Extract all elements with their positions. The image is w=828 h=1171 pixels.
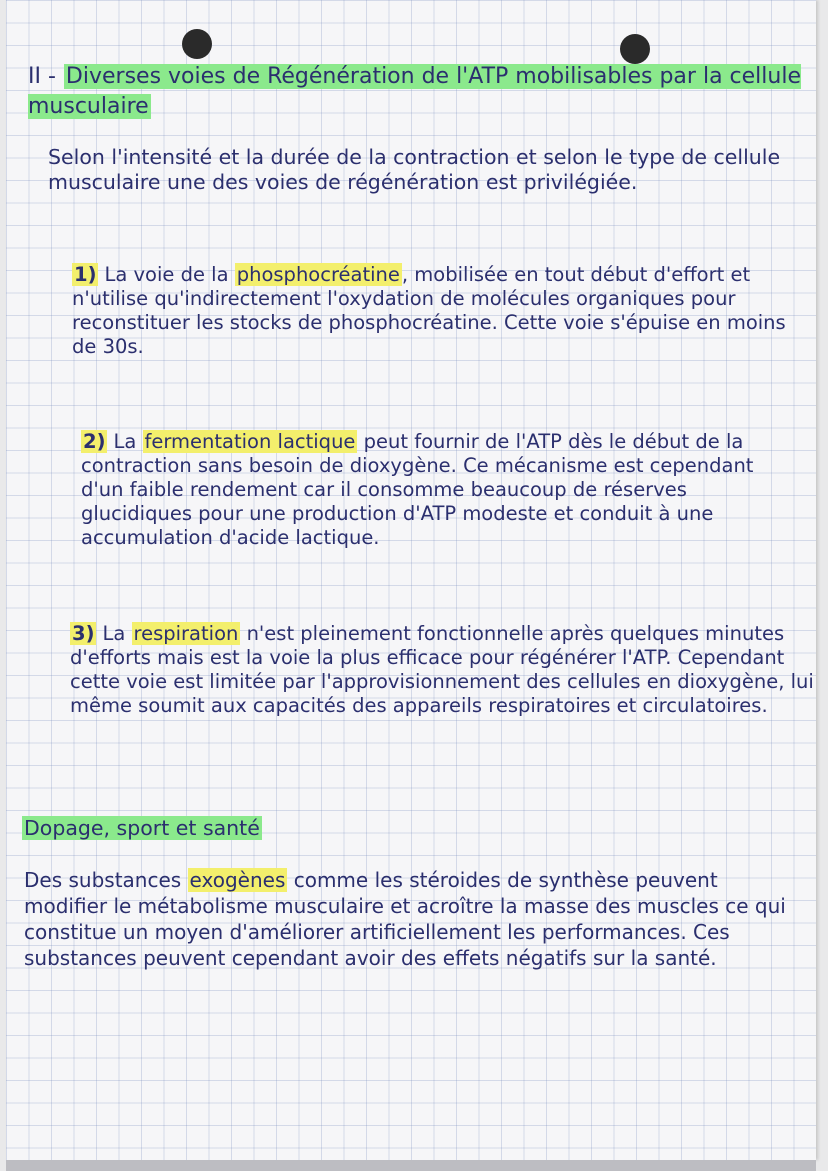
para-highlight: exogènes <box>189 868 286 892</box>
item-highlight: phosphocréatine <box>236 263 400 286</box>
section-heading <box>28 62 808 122</box>
intro-paragraph: Selon l'intensité et la durée de la contraction et selon le type de cellule musculaire une des voies de régénération est privilégiée. <box>48 145 781 194</box>
item-number: 3) <box>72 622 95 645</box>
page-bottom-edge <box>6 1160 816 1171</box>
para-text-before: Des substances <box>24 868 188 892</box>
item-highlight: respiration <box>133 622 239 645</box>
section-title-text: Dopage, sport et santé <box>24 816 260 840</box>
item-text-after: n'est pleinement fonctionnelle après quelques minutes d'efforts mais est la voie la plus efficace pour régénérer l'ATP. Cependant cette voie est limitée par l'approvisionnement des cellules en dioxygène, lui même soumit aux capacités des appareils respiratoires et circulatoires. <box>70 622 814 717</box>
item-text-before: La <box>102 622 132 645</box>
item-text-before: La voie de la <box>104 263 235 286</box>
item-text-after: peut fournir de l'ATP dès le début de la contraction sans besoin de dioxygène. Ce mécanisme est cependant d'un faible rendement car il consomme beaucoup de réserves glucidiques pour une production d'ATP modeste et conduit à une accumulation d'acide lactique. <box>81 430 754 549</box>
list-item-phosphocreatine <box>72 263 792 359</box>
para-text-after: comme les stéroides de synthèse peuvent modifier le métabolisme musculaire et acroître la masse des muscles ce qui constitue un moyen d'améliorer artificiellement les performances. Ces substances peuvent cependant avoir des effets négatifs sur la santé. <box>24 868 786 970</box>
item-number: 2) <box>83 430 106 453</box>
heading-number: II - <box>28 64 56 89</box>
dopage-paragraph <box>24 867 804 971</box>
binder-hole-left <box>182 29 212 59</box>
heading-text: Diverses voies de Régénération de l'ATP mobilisables par la cellule musculaire <box>28 64 801 119</box>
section-title-dopage <box>22 814 262 842</box>
item-text-after: , mobilisée en tout début d'effort et n'utilise qu'indirectement l'oxydation de molécules organiques pour reconstituer les stocks de phosphocréatine. Cette voie s'épuise en moins de 30s. <box>72 263 786 358</box>
list-item-respiration <box>70 622 815 718</box>
item-number: 1) <box>74 263 97 286</box>
binder-hole-right <box>620 34 650 64</box>
item-text-before: La <box>113 430 143 453</box>
list-item-fermentation <box>81 430 781 550</box>
notebook-page <box>6 0 816 1160</box>
item-highlight: fermentation lactique <box>144 430 356 453</box>
